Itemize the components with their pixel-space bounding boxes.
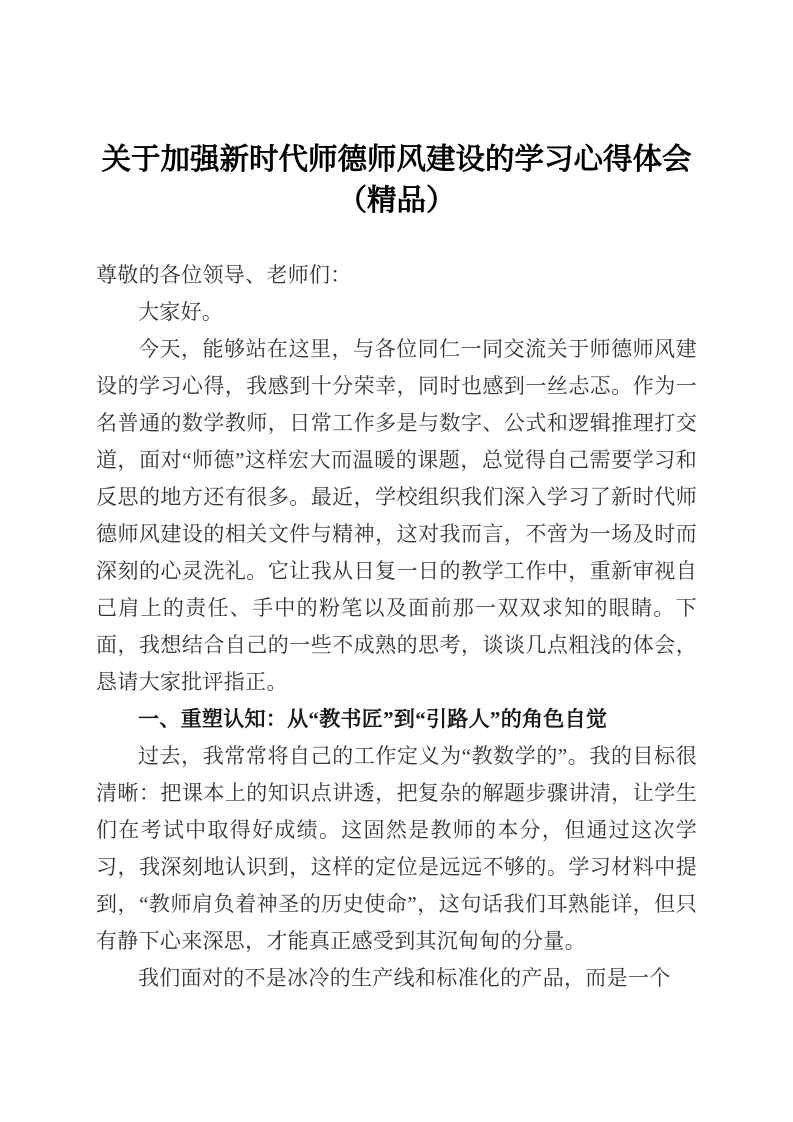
salutation-line: 尊敬的各位领导、老师们：	[96, 263, 352, 287]
page-title-line-1: 关于加强新时代师德师风建设的学习心得	[101, 143, 633, 176]
opening-paragraph: 今天，能够站在这里，与各位同仁一同交流关于师德师风建设的学习心得，我感到十分荣幸，同时也感到一丝忐忑。作为一名普通的数学教师，日常工作多是与数字、公式和逻辑推理打交道，面对“师德”这样宏大而温暖的课题，总觉得自己需要学习和反思的地方还有很多。最近，学校组织我们深入学习了新时代师德师风建设的相关文件与精神，这对我而言，不啻为一场及时而深刻的心灵洗礼。它让我从日复一日的教学工作中，重新审视自己肩上的责任、手中的粉笔以及面前那一双双求知的眼睛。下面，我想结合自己的一些不成熟的思考，谈谈几点粗浅的体会，恳请大家批评指正。	[96, 337, 697, 694]
page-title-line-2: 体会（精品）	[337, 143, 692, 217]
document-title-block	[96, 0, 697, 221]
page-title	[96, 139, 697, 221]
page-content-column	[96, 0, 697, 997]
document-body	[96, 221, 697, 997]
greeting-paragraph: 大家好。	[138, 300, 224, 324]
section-1-paragraph-1: 过去，我常常将自己的工作定义为“教数学的”。我的目标很清晰：把课本上的知识点讲透，把复杂的解题步骤讲清，让学生们在考试中取得好成绩。这固然是教师的本分，但通过这次学习，我深刻地认识到，这样的定位是远远不够的。学习材料中提到，“教师肩负着神圣的历史使命”，这句话我们耳熟能详，但只有静下心来深思，才能真正感受到其沉甸甸的分量。	[96, 744, 697, 953]
section-heading-1: 一、重塑认知：从“教书匠”到“引路人”的角色自觉	[138, 707, 608, 731]
section-1-paragraph-2: 我们面对的不是冰冷的生产线和标准化的产品，而是一个	[138, 966, 671, 990]
